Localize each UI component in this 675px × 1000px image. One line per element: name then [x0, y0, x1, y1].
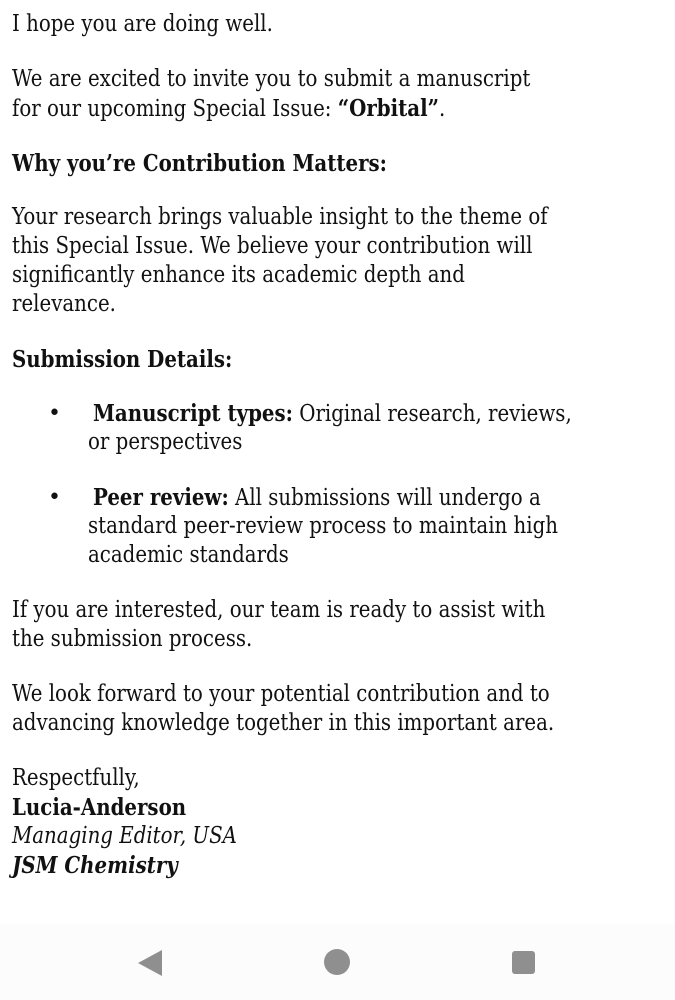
detail-line-continued: or perspectives: [88, 429, 243, 455]
why-heading: Why you’re Contribution Matters:: [12, 150, 387, 177]
closing-line-2: advancing knowledge together in this important area.: [12, 710, 555, 736]
bullet-icon: •: [48, 485, 61, 510]
issue-title: “Orbital”: [337, 95, 439, 122]
details-heading: Submission Details:: [12, 346, 233, 373]
detail-text: Original research, reviews,: [292, 401, 572, 427]
bullet-icon: •: [48, 401, 61, 426]
detail-text: All submissions will undergo a: [228, 485, 541, 511]
invite-suffix: .: [438, 96, 446, 122]
invite-prefix: for our upcoming Special Issue:: [12, 96, 338, 122]
closing-line-1: We look forward to your potential contribution and to: [12, 681, 550, 707]
sender-name: Lucia-Anderson: [12, 794, 187, 821]
invite-line-1: We are excited to invite you to submit a manuscript: [12, 66, 531, 92]
why-body-line-2: this Special Issue. We believe your contribution will: [12, 233, 533, 259]
sender-org: JSM Chemistry: [12, 852, 178, 879]
interest-line-2: the submission process.: [12, 626, 253, 652]
detail-line-continued: standard peer-review process to maintain high: [88, 513, 559, 539]
detail-line: [93, 483, 541, 513]
why-body-line-4: relevance.: [12, 291, 116, 317]
greeting: I hope you are doing well.: [12, 11, 273, 37]
why-body-line-3: significantly enhance its academic depth and: [12, 262, 465, 288]
detail-label: Peer review:: [93, 484, 229, 511]
detail-line-continued: academic standards: [88, 542, 289, 568]
signoff: Respectfully,: [12, 765, 140, 791]
home-circle-icon[interactable]: [324, 949, 350, 975]
back-triangle-icon[interactable]: [138, 950, 162, 976]
sender-title: Managing Editor, USA: [12, 823, 237, 849]
recents-square-icon[interactable]: [512, 951, 535, 974]
why-body-line-1: Your research brings valuable insight to the theme of: [12, 204, 548, 230]
detail-line: [93, 399, 572, 429]
invite-line-2: [12, 94, 445, 124]
interest-line-1: If you are interested, our team is ready to assist with: [12, 597, 546, 623]
detail-label: Manuscript types:: [93, 400, 293, 427]
